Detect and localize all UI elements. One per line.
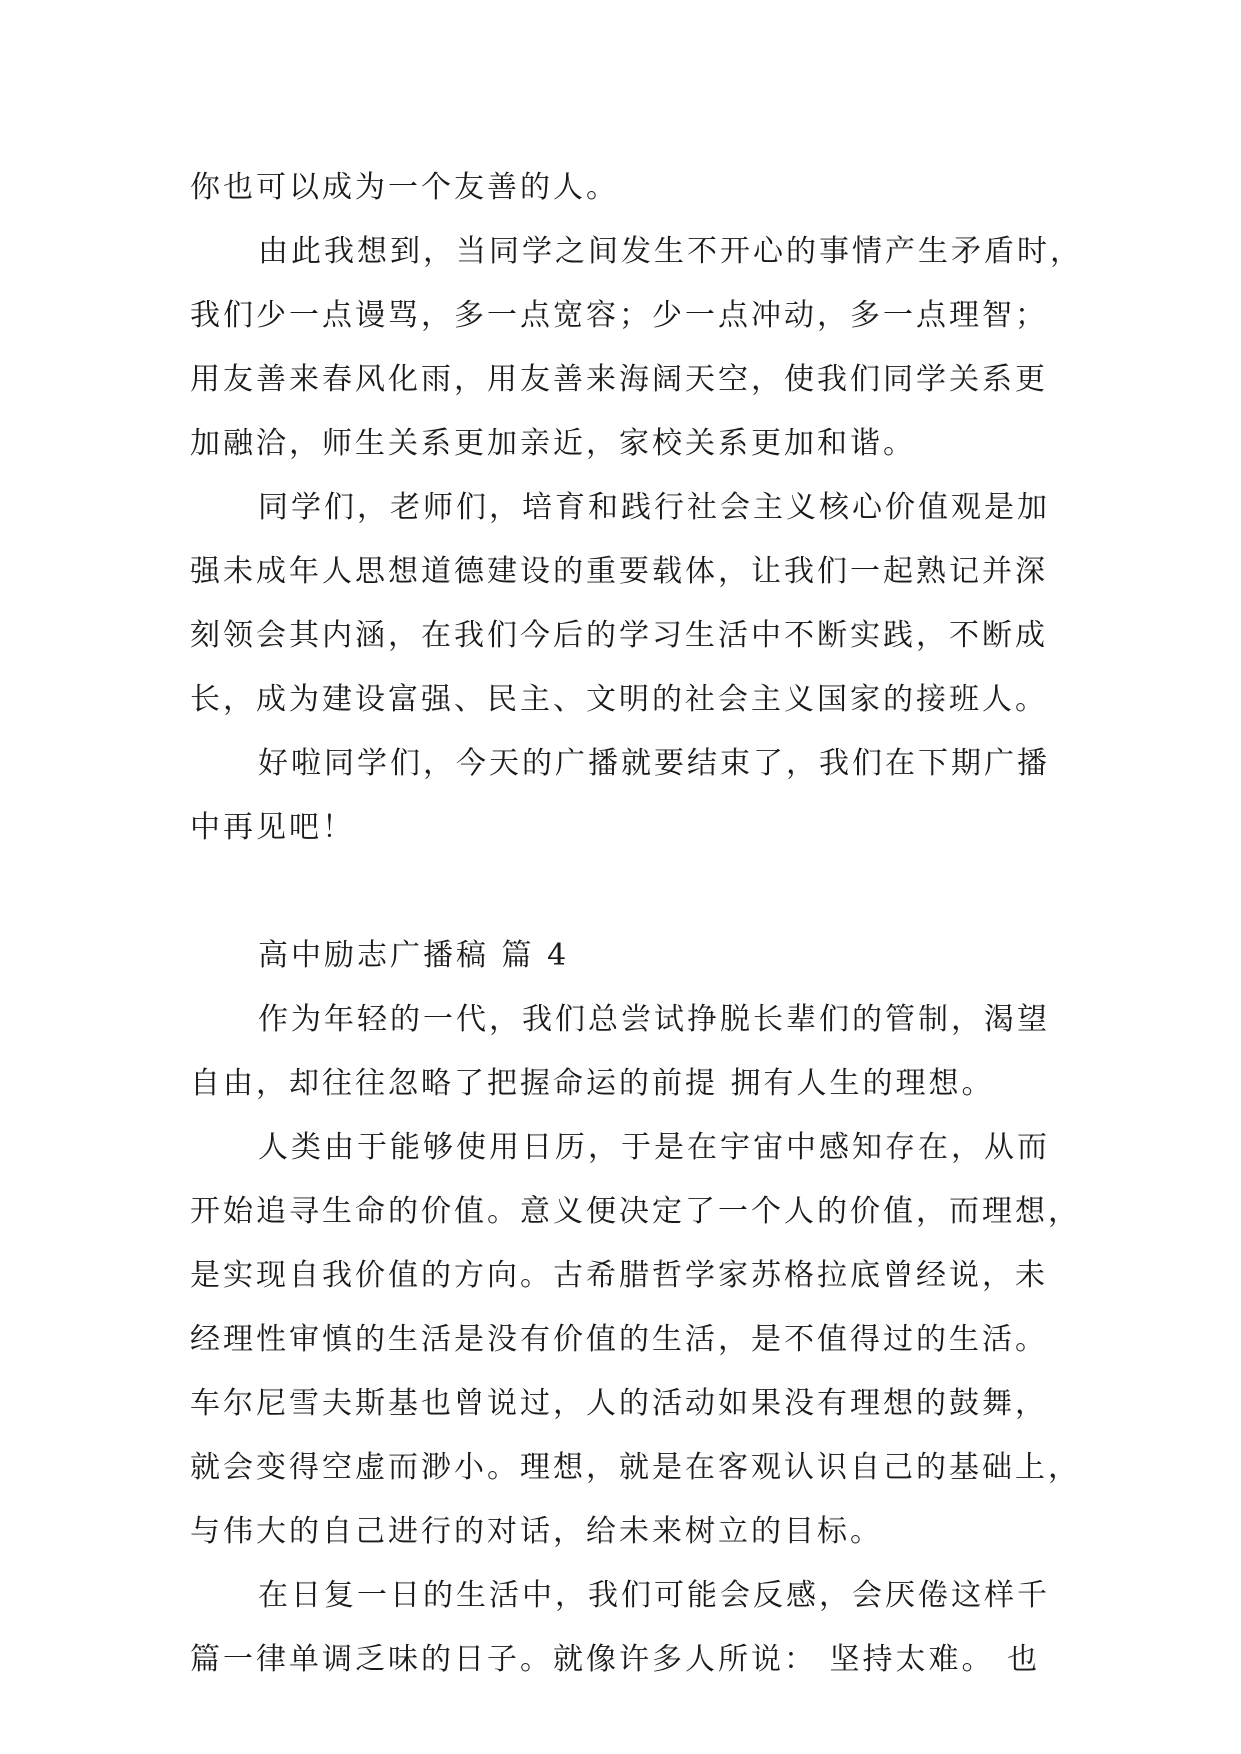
text-line: 篇一律单调乏味的日子。就像许多人所说： 坚持太难。 也: [190, 1642, 1041, 1677]
paragraph-start-line: 在日复一日的生活中，我们可能会反感，会厌倦这样千: [258, 1578, 1050, 1613]
paragraph-start-line: 好啦同学们，今天的广播就要结束了，我们在下期广播: [258, 746, 1050, 781]
text-line: 就会变得空虚而渺小。理想，就是在客观认识自己的基础上，: [190, 1450, 1081, 1485]
text-line: 经理性审慎的生活是没有价值的生活，是不值得过的生活。: [190, 1322, 1048, 1357]
text-line: 与伟大的自己进行的对话，给未来树立的目标。: [190, 1514, 883, 1549]
paragraph-start-line: 由此我想到，当同学之间发生不开心的事情产生矛盾时，: [258, 234, 1083, 269]
paragraph-start-line: 同学们，老师们，培育和践行社会主义核心价值观是加: [258, 490, 1050, 525]
paragraph-start-line: 人类由于能够使用日历，于是在宇宙中感知存在，从而: [258, 1130, 1050, 1165]
text-line: 长，成为建设富强、民主、文明的社会主义国家的接班人。: [190, 682, 1048, 717]
text-line: 你也可以成为一个友善的人。: [190, 170, 619, 205]
text-line: 车尔尼雪夫斯基也曾说过，人的活动如果没有理想的鼓舞，: [190, 1386, 1048, 1421]
text-line: 强未成年人思想道德建设的重要载体，让我们一起熟记并深: [190, 554, 1048, 589]
text-line: 刻领会其内涵，在我们今后的学习生活中不断实践，不断成: [190, 618, 1048, 653]
text-line: 用友善来春风化雨，用友善来海阔天空，使我们同学关系更: [190, 362, 1048, 397]
text-line: 开始追寻生命的价值。意义便决定了一个人的价值，而理想，: [190, 1194, 1081, 1229]
section-heading: 高中励志广播稿 篇 4: [258, 938, 570, 973]
text-line: 中再见吧！: [190, 810, 355, 845]
text-line: 自由，却往往忽略了把握命运的前提 拥有人生的理想。: [190, 1066, 995, 1101]
text-line: 我们少一点谩骂，多一点宽容；少一点冲动，多一点理智；: [190, 298, 1048, 333]
text-line: 是实现自我价值的方向。古希腊哲学家苏格拉底曾经说，未: [190, 1258, 1048, 1293]
text-line: 加融洽，师生关系更加亲近，家校关系更加和谐。: [190, 426, 916, 461]
paragraph-start-line: 作为年轻的一代，我们总尝试挣脱长辈们的管制，渴望: [258, 1002, 1050, 1037]
